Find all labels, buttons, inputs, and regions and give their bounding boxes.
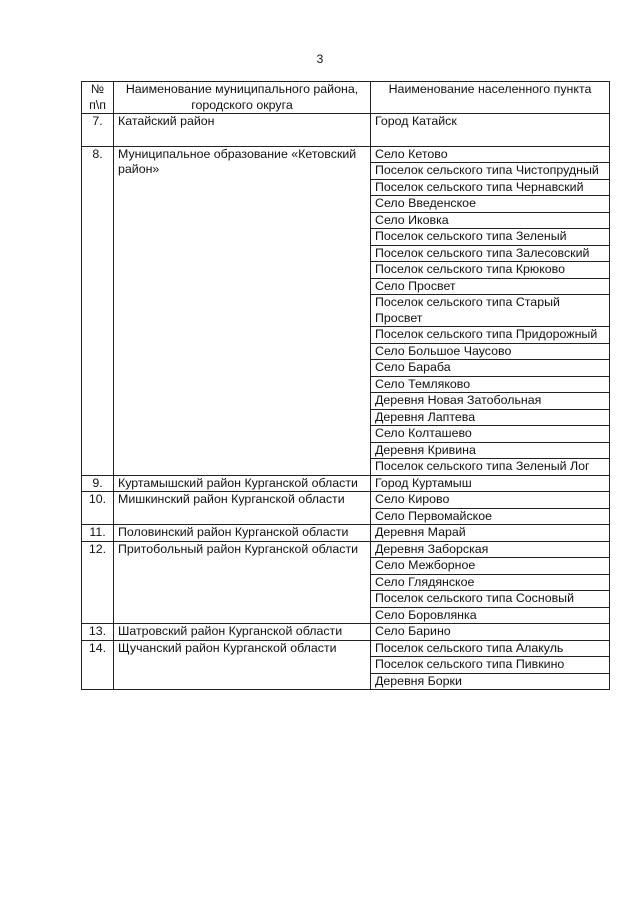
settlement-cell	[371, 525, 610, 542]
header-num: № п\п	[82, 82, 114, 114]
settlement-name: Село Введенское	[371, 196, 609, 213]
settlement-name: Поселок сельского типа Крюково	[371, 262, 609, 279]
municipality-name: Муниципальное образование «Кетовский район»	[114, 146, 371, 475]
municipality-name: Шатровский район Курганской области	[114, 624, 371, 641]
settlement-name: Деревня Заборская	[371, 542, 609, 559]
table-row	[82, 541, 610, 624]
table-header-row	[82, 82, 610, 114]
page-number: 3	[316, 52, 324, 66]
header-municipality: Наименование муниципального района, городского округа	[114, 82, 371, 114]
header-settlement: Наименование населенного пункта	[371, 82, 610, 114]
settlement-name: Село Иковка	[371, 213, 609, 230]
settlement-name: Поселок сельского типа Чистопрудный	[371, 163, 609, 180]
municipality-name: Щучанский район Курганской области	[114, 640, 371, 690]
settlement-name: Поселок сельского типа Придорожный	[371, 327, 609, 344]
settlement-cell	[371, 475, 610, 492]
settlement-name: Село Большое Чаусово	[371, 344, 609, 361]
settlement-name: Поселок сельского типа Алакуль	[371, 641, 609, 658]
settlement-name: Село Межборное	[371, 558, 609, 575]
municipality-name: Половинский район Курганской области	[114, 525, 371, 542]
settlement-name: Село Барино	[375, 624, 451, 638]
settlement-name: Село Кетово	[371, 147, 609, 164]
settlement-name: Поселок сельского типа Чернавский	[371, 180, 609, 197]
settlement-name: Деревня Кривина	[371, 443, 609, 460]
row-number: 13.	[82, 624, 114, 641]
settlement-cell	[371, 114, 610, 147]
settlement-name: Село Просвет	[371, 279, 609, 296]
municipality-name: Притобольный район Курганской области	[114, 541, 371, 624]
row-number: 10.	[82, 492, 114, 525]
settlement-name: Деревня Марай	[375, 525, 466, 539]
row-number: 14.	[82, 640, 114, 690]
table-row	[82, 640, 610, 690]
row-number: 11.	[82, 525, 114, 542]
settlement-name: Поселок сельского типа Залесовский	[371, 246, 609, 263]
settlement-name: Город Катайск	[375, 114, 457, 128]
table-row	[82, 624, 610, 641]
settlement-name: Деревня Новая Затобольная	[371, 393, 609, 410]
settlement-name: Деревня Борки	[375, 673, 462, 688]
municipality-name: Катайский район	[114, 114, 371, 147]
settlement-cell	[371, 492, 610, 525]
settlement-name: Поселок сельского типа Старый Просвет	[371, 295, 609, 327]
row-number: 7.	[82, 114, 114, 147]
table-row	[82, 525, 610, 542]
table-row	[82, 492, 610, 525]
settlement-name: Село Первомайское	[375, 508, 493, 523]
table-row	[82, 475, 610, 492]
row-number: 12.	[82, 541, 114, 624]
settlement-name: Поселок сельского типа Пивкино	[371, 657, 609, 674]
table-row	[82, 146, 610, 475]
settlement-cell	[371, 640, 610, 690]
settlement-cell	[371, 541, 610, 624]
settlement-name: Село Темляково	[371, 377, 609, 394]
settlement-name: Поселок сельского типа Зеленый Лог	[375, 459, 590, 473]
blank-space	[375, 130, 605, 146]
settlement-cell	[371, 146, 610, 475]
settlement-name: Село Глядянское	[371, 575, 609, 592]
row-number: 8.	[82, 146, 114, 475]
table-row	[82, 114, 610, 147]
settlement-name: Поселок сельского типа Зеленый	[371, 229, 609, 246]
municipality-name: Куртамышский район Курганской области	[114, 475, 371, 492]
settlement-name: Поселок сельского типа Сосновый	[371, 591, 609, 608]
settlements-table	[81, 81, 610, 690]
settlement-name: Село Колташево	[371, 426, 609, 443]
settlement-cell	[371, 624, 610, 641]
settlement-name: Село Боровлянка	[375, 607, 477, 622]
municipality-name: Мишкинский район Курганской области	[114, 492, 371, 525]
table-body	[82, 114, 610, 690]
settlement-name: Город Куртамыш	[375, 475, 472, 490]
settlement-name: Село Кирово	[371, 492, 609, 509]
row-number: 9.	[82, 475, 114, 492]
settlement-name: Село Бараба	[371, 360, 609, 377]
settlement-name: Деревня Лаптева	[371, 410, 609, 427]
